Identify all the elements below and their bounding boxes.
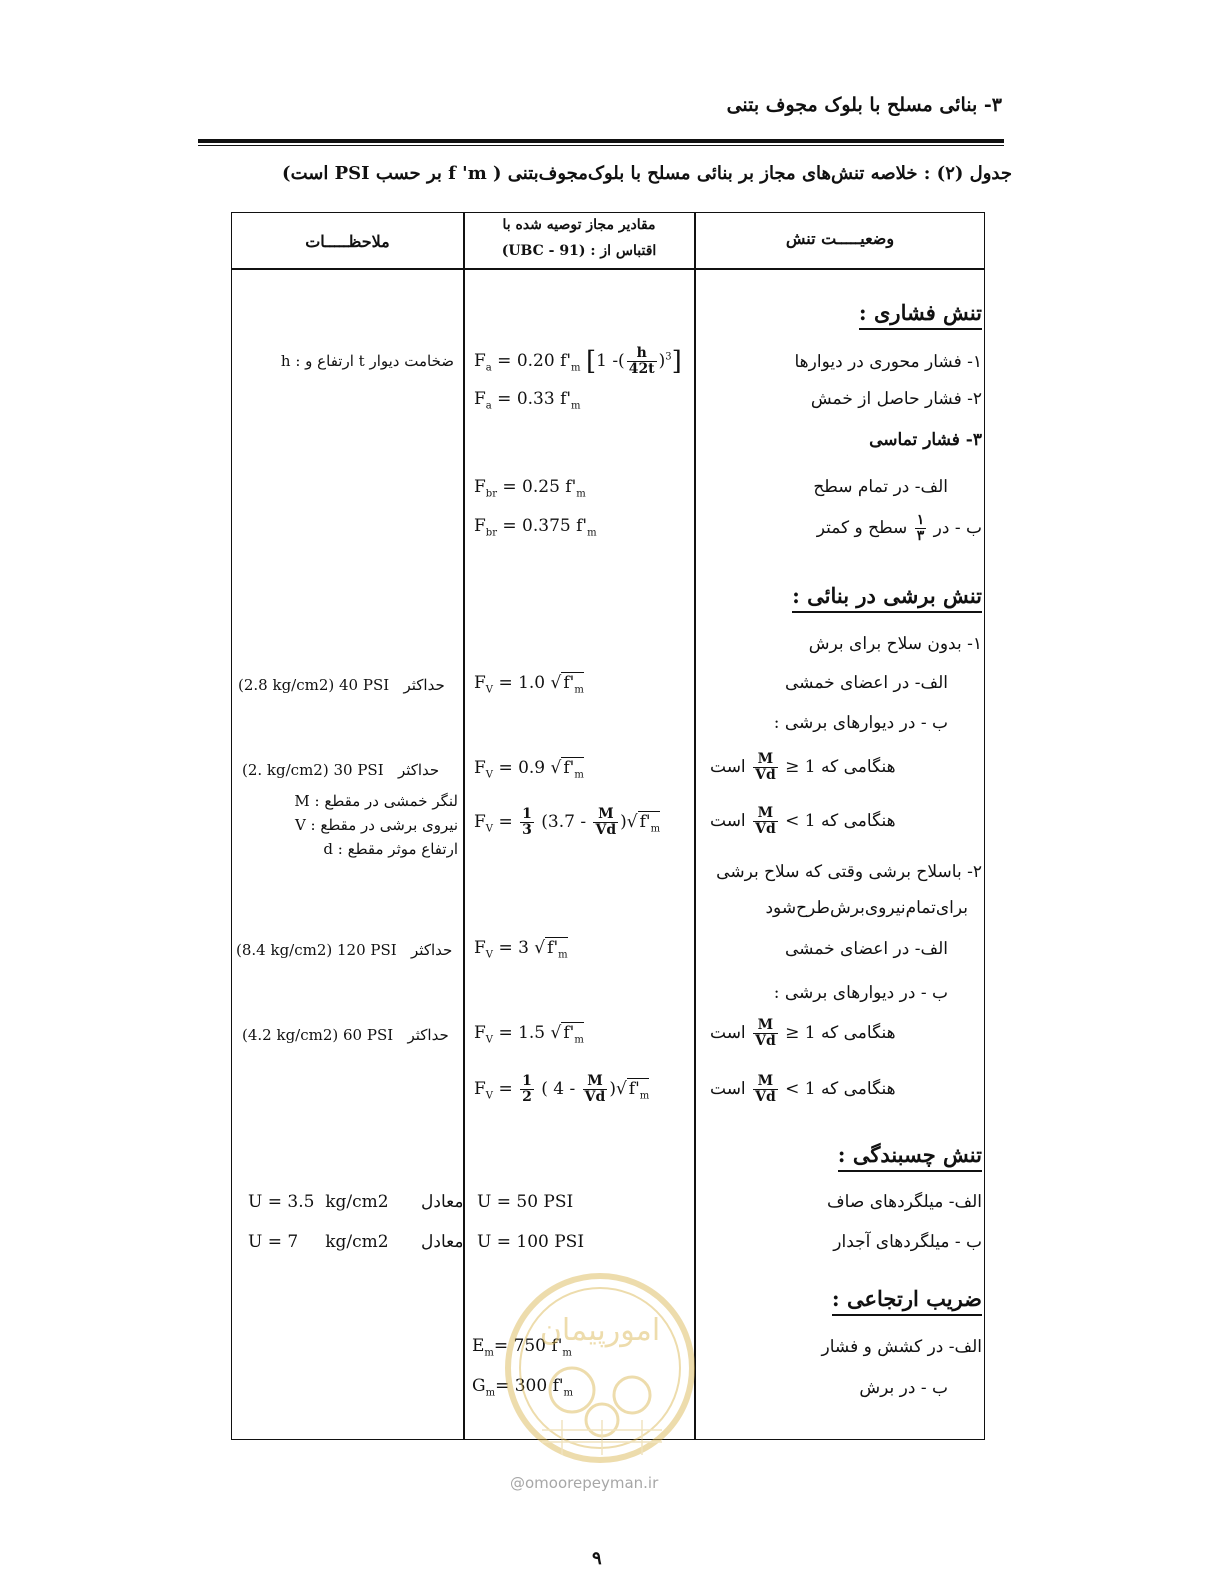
formula-u-plain: U = 50 PSI — [477, 1192, 574, 1212]
header-allowed-line1: مقادیر مجاز توصیه شده با — [502, 217, 656, 233]
formula-body: = 0.25 f' — [496, 477, 577, 497]
section-bond: تنش چسبندگی : — [838, 1142, 982, 1172]
formula-fv-3: $F_V$ = $\frac{1}{3}$ (3.7 - $\frac{M}{Vd}$ )√ $f'_m$ — [474, 806, 661, 838]
formula-em: $E_m= 750$ $f'_m$ — [472, 1336, 572, 1359]
header-state: وضعیـــــت تنش — [785, 229, 895, 248]
formula-body: ( 4 - — [541, 1079, 576, 1099]
formula-body: = 0.20 f' — [491, 351, 572, 371]
remark-m-def: M : لنگر خمشی در مقطع — [294, 792, 458, 810]
remark-d-def: d : ارتفاع موثر مقطع — [323, 840, 458, 858]
remark-value: (8.4 kg/cm2) 120 PSI — [236, 941, 397, 959]
column-divider-right — [694, 212, 696, 1440]
formula-gm: $G_m= 300$ $f'_m$ — [472, 1376, 574, 1399]
formula-symbol: F — [474, 351, 486, 371]
formula-fv-2: $F_V = 0.9$ √ $f'_m$ — [474, 758, 584, 781]
formula-fa-axial: $F_a = 0.20$ $f'_m$ [1 -( $\frac{h}{42t}$ )$^3$] — [474, 345, 682, 377]
section-elastic: ضریب ارتجاعی : — [832, 1286, 982, 1316]
formula-body: = 1.0 — [498, 673, 546, 693]
page-number: ۹ — [592, 1548, 602, 1569]
state-plain-bars: الف- میلگردهای صاف — [827, 1192, 982, 1212]
section-shear: تنش برشی در بنائی : — [792, 583, 982, 613]
formula-fv-5: $F_V = 1.5$ √ $f'_m$ — [474, 1023, 584, 1046]
remark-h-t: h : ارتفاع و t ضخامت دیوار — [280, 352, 454, 370]
state-flex-members-1: الف- در اعضای خمشی — [784, 673, 948, 693]
formula-u-deformed: U = 100 PSI — [477, 1232, 585, 1252]
state-shear-walls-1: ب - در دیوارهای برشی : — [773, 713, 948, 733]
formula-body: = 0.33 f' — [491, 389, 572, 409]
state-no-reinf: ۱- بدون سلاح برای برش — [808, 634, 982, 654]
remark-u-plain — [248, 1192, 463, 1212]
state-when: هنگامی که — [821, 811, 896, 831]
fraction-denominator: ۳ — [916, 528, 925, 544]
state-tension-comp: الف- در کشش و فشار — [821, 1337, 982, 1357]
state-with-reinf-line1: ۲- باسلاح برشی وقتی که سلاح برشی — [716, 862, 982, 882]
formula-fv-1: $F_V = 1.0$ √ $f'_m$ — [474, 673, 584, 696]
state-ratio-lt-1: است $\frac{M}{Vd}$ < 1 هنگامی که — [710, 805, 896, 837]
formula-fbr-full: $F_{br} = 0.25$ $f'_m$ — [474, 477, 586, 500]
formula-fbr-third: $F_{br} = 0.375$ $f'_m$ — [474, 516, 597, 539]
remark-equiv-label: معادل — [421, 1232, 464, 1252]
state-bearing-third — [817, 513, 982, 544]
formula-body: = 0.375 f' — [496, 516, 588, 536]
state-is: است — [710, 757, 746, 777]
state-axial: ۱- فشار محوری در دیوارها — [794, 352, 982, 372]
formula-body: = 3 — [498, 938, 529, 958]
state-flexural: ۲- فشار حاصل از خمش — [810, 389, 982, 409]
remark-max-3 — [236, 941, 452, 959]
remark-value: U = 3.5 kg/cm2 — [248, 1192, 389, 1212]
state-in-shear: ب - در برش — [859, 1378, 948, 1398]
remark-max-label: حداکثر — [403, 676, 445, 694]
watermark-text: امورپیمان — [539, 1313, 661, 1348]
remark-equiv-label: معادل — [421, 1192, 464, 1212]
state-when: هنگامی که — [821, 1079, 896, 1099]
header-remarks: ملاحظـــــات — [305, 232, 390, 251]
header-rule-thick — [198, 139, 1004, 143]
formula-body: = 750 f' — [493, 1336, 563, 1356]
remark-value: (4.2 kg/cm2) 60 PSI — [242, 1026, 394, 1044]
remark-max-4 — [242, 1026, 449, 1044]
formula-fv-6: $F_V$ = $\frac{1}{2}$ ( 4 - $\frac{M}{Vd}$ )√ $f'_m$ — [474, 1073, 650, 1105]
state-shear-walls-2: ب - در دیوارهای برشی : — [773, 983, 948, 1003]
footer-url: @omoorepeyman.ir — [510, 1474, 659, 1492]
remark-max-label: حداکثر — [407, 1026, 449, 1044]
state-is: است — [710, 1023, 746, 1043]
state-ratio-ge-1: است $\frac{M}{Vd}$ ≥ 1 هنگامی که — [710, 751, 896, 783]
formula-eq: = — [498, 1079, 513, 1099]
state-flex-members-2: الف- در اعضای خمشی — [784, 939, 948, 959]
state-when: هنگامی که — [821, 1023, 896, 1043]
formula-body: = 0.9 — [498, 758, 546, 778]
formula-body: = 300 f' — [495, 1376, 564, 1396]
remark-value: (2. kg/cm2) 30 PSI — [242, 761, 384, 779]
column-divider-left — [463, 212, 465, 1440]
state-ratio-ge-1-b: است $\frac{M}{Vd}$ ≥ 1 هنگامی که — [710, 1017, 896, 1049]
state-deformed-bars: ب - میلگردهای آجدار — [833, 1232, 982, 1252]
header-allowed-line2: اقتباس از : (UBC - 91) — [501, 243, 657, 259]
state-ratio-lt-1-b: است $\frac{M}{Vd}$ < 1 هنگامی که — [710, 1073, 896, 1105]
remark-v-def: V : نیروی برشی در مقطع — [294, 816, 458, 834]
fraction-numerator: ۱ — [916, 512, 925, 528]
formula-eq: = — [498, 812, 513, 832]
remark-u-deformed — [248, 1232, 463, 1252]
table-caption: جدول (۲) : خلاصه تنش‌های مجاز بر بنائی مسلح با بلوک‌مجوف‌بتنی ( f 'm بر حسب PSI است) — [282, 163, 1012, 184]
bearing-third-pre: ب - در — [933, 518, 982, 538]
watermark-seal-icon — [502, 1270, 698, 1466]
fraction-one-third — [915, 513, 927, 544]
state-with-reinf-line2: برای‌تمام‌نیروی‌برش‌طرح‌شود — [765, 898, 968, 918]
bearing-third-post: سطح و کمتر — [816, 518, 908, 538]
remark-value: U = 7 kg/cm2 — [248, 1232, 389, 1252]
formula-fa-flexural: $F_a = 0.33$ $f'_m$ — [474, 389, 581, 412]
remark-max-2 — [242, 761, 439, 779]
remark-value: (2.8 kg/cm2) 40 PSI — [238, 676, 390, 694]
header-rule-thin — [198, 145, 1004, 146]
state-when: هنگامی که — [821, 757, 896, 777]
header-row-divider — [231, 268, 985, 270]
state-is: است — [710, 1079, 746, 1099]
section-compressive: تنش فشاری : — [859, 300, 982, 330]
remark-max-label: حداکثر — [411, 941, 453, 959]
remark-max-1 — [238, 676, 445, 694]
formula-body: (3.7 - — [541, 812, 587, 832]
formula-body: = 1.5 — [498, 1023, 546, 1043]
page-header-title: ۳- بنائی مسلح با بلوک مجوف بتنی — [726, 94, 1002, 116]
formula-fv-4: $F_V = 3$ √ $f'_m$ — [474, 938, 568, 961]
remark-max-label: حداکثر — [397, 761, 440, 779]
state-bearing-full: الف- در تمام سطح — [813, 477, 948, 497]
state-bearing: ۳- فشار تماسی — [869, 430, 982, 450]
state-is: است — [710, 811, 746, 831]
